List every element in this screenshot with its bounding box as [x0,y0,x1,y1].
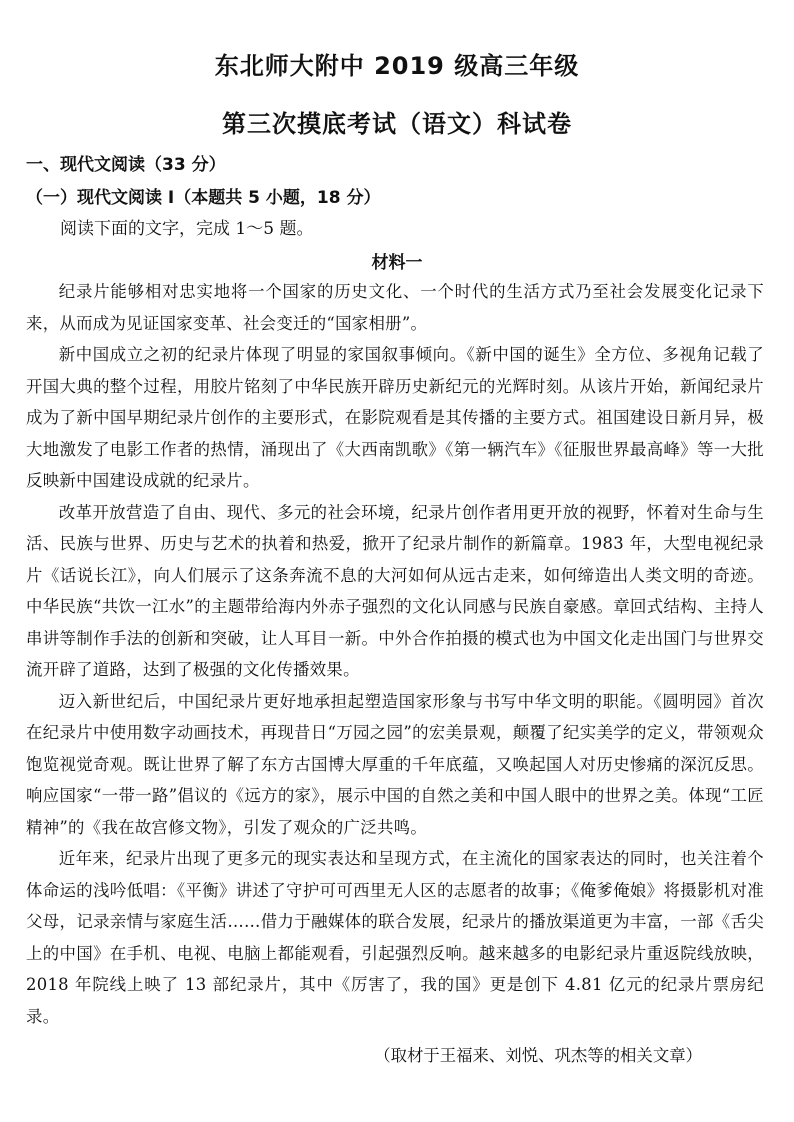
source-citation: （取材于王福来、刘悦、巩杰等的相关文章） [374,1046,702,1065]
paragraph: 近年来，纪录片出现了更多元的现实表达和呈现方式，在主流化的国家表达的同时，也关注着个体命运的浅吟低唱：《平衡》讲述了守护可可西里无人区的志愿者的故事；《俺爹俺娘》将摄影机对准父母，记录亲情与家庭生活……借力于融媒体的联合发展，纪录片的播放渠道更为丰富，一部《舌尖上的中国》在手机、电视、电脑上都能观看，引起强烈反响。越来越多的电影纪录片重返院线放映，2018 年院线上映了 13 部纪录片，其中《厉害了，我的国》更是创下 4.81 亿元的纪录片票房纪录。 [26,849,764,1026]
section-heading-reading1: （一）现代文阅读 I（本题共 5 小题，18 分） [26,188,381,208]
paragraph: 新中国成立之初的纪录片体现了明显的家国叙事倾向。《新中国的诞生》全方位、多视角记载了开国大典的整个过程，用胶片铭刻了中华民族开辟历史新纪元的光辉时刻。从该片开始，新闻纪录片成为了新中国早期纪录片创作的主要形式，在影院观看是其传播的主要方式。祖国建设日新月异，极大地激发了电影工作者的热情，涌现出了《大西南凯歌》《第一辆汽车》《征服世界最高峰》等一大批反映新中国建设成就的纪录片。 [26,345,764,490]
paragraph: 迈入新世纪后，中国纪录片更好地承担起塑造国家形象与书写中华文明的职能。《圆明园》首次在纪录片中使用数字动画技术，再现昔日“万园之园”的宏美景观，颠覆了纪实美学的定义，带领观众饱览视觉奇观。既让世界了解了东方古国博大厚重的千年底蕴，又唤起国人对历史惨痛的深沉反思。响应国家“一带一路”倡议的《远方的家》，展示中国的自然之美和中国人眼中的世界之美。体现“工匠精神”的《我在故宫修文物》，引发了观众的广泛共鸣。 [26,691,764,837]
section-heading-part1: 一、现代文阅读（33 分） [26,155,226,175]
reading-instruction: 阅读下面的文字，完成 1～5 题。 [60,219,314,239]
material-heading: 材料一 [371,253,423,273]
exam-title-line2: 第三次摸底考试（语文）科试卷 [222,110,572,138]
material-body [26,276,764,1032]
exam-title-line1: 东北师大附中 2019 级高三年级 [214,52,580,80]
paragraph: 改革开放营造了自由、现代、多元的社会环境，纪录片创作者用更开放的视野，怀着对生命与生活、民族与世界、历史与艺术的执着和热爱，掀开了纪录片制作的新篇章。1983 年，大型电视纪录片《话说长江》，向人们展示了这条奔流不息的大河如何从远古走来，如何缔造出人类文明的奇迹。中华民族“共饮一江水”的主题带给海内外赤子强烈的文化认同感与民族自豪感。章回式结构、主持人串讲等制作手法的创新和突破，让人耳目一新。中外合作拍摄的模式也为中国文化走出国门与世界交流开辟了道路，达到了极强的文化传播效果。 [26,502,764,679]
paragraph: 纪录片能够相对忠实地将一个国家的历史文化、一个时代的生活方式乃至社会发展变化记录下来，从而成为见证国家变革、社会变迁的“国家相册”。 [26,282,764,333]
